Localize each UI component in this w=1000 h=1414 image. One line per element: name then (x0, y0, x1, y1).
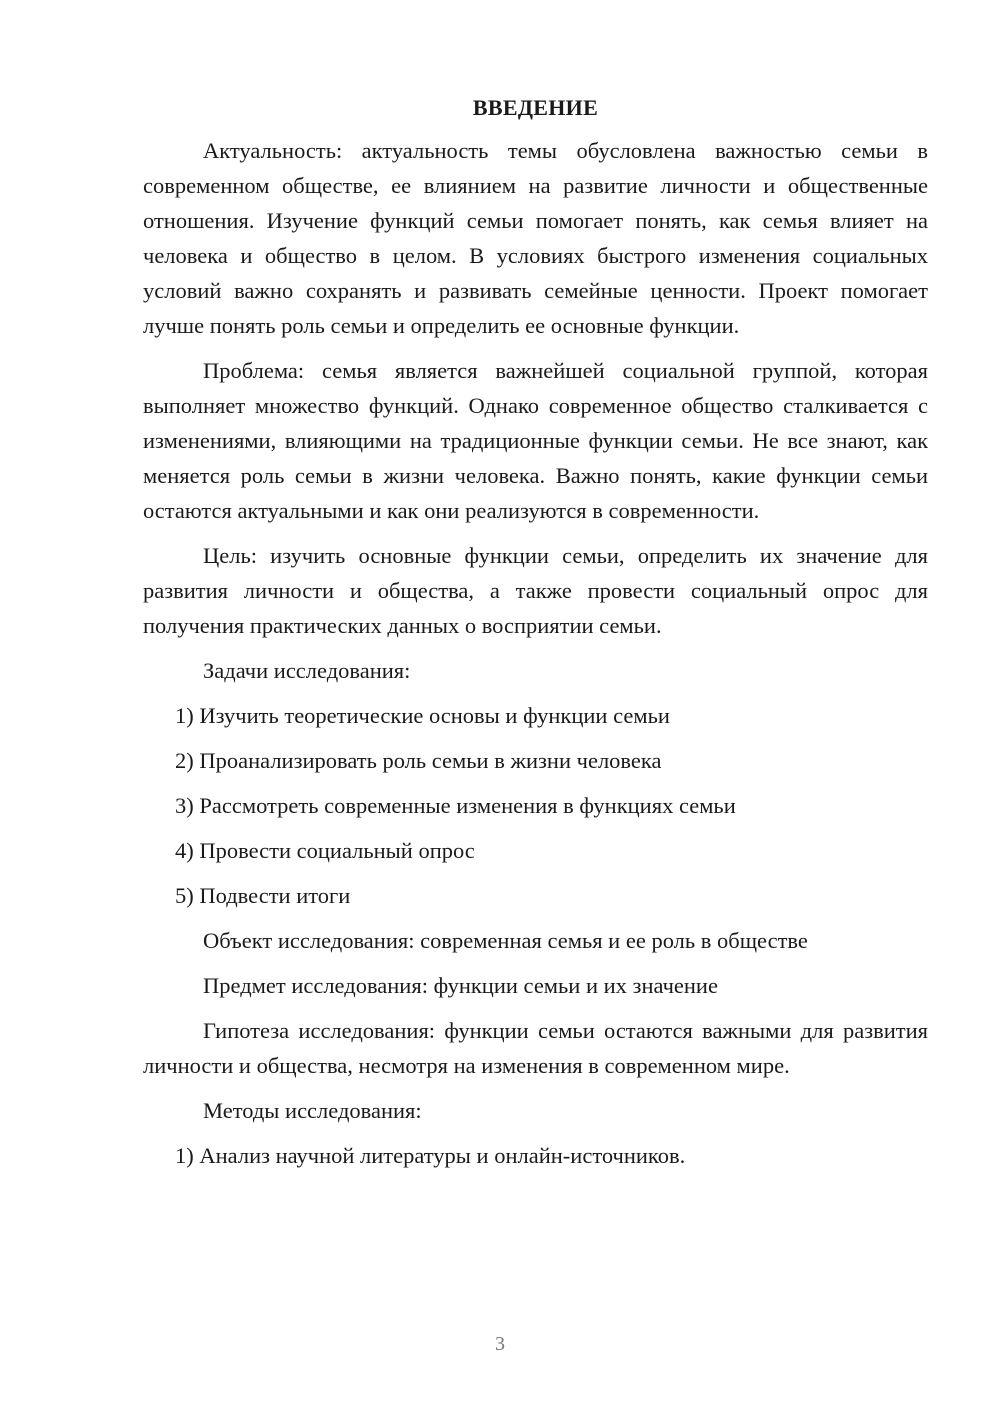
relevance-paragraph: Актуальность: актуальность темы обусловлена важностью семьи в современном обществе, ее влиянием на развитие личности и общественные отношения. Изучение функций семьи помогает понять, как семья влияет на человека и общество в целом. В условиях быстрого изменения социальных условий важно сохранять и развивать семейные ценности. Проект помогает лучше понять роль семьи и определить ее основные функции. (143, 138, 928, 338)
research-subject: Предмет исследования: функции семьи и их значение (203, 973, 718, 998)
methods-list (143, 1138, 928, 1173)
list-item: 2) Проанализировать роль семьи в жизни человека (175, 748, 662, 773)
document-page (143, 90, 928, 1183)
page-number: 3 (495, 1333, 505, 1355)
list-item: 1) Изучить теоретические основы и функции семьи (175, 703, 670, 728)
research-object: Объект исследования: современная семья и ее роль в обществе (203, 928, 808, 953)
tasks-heading: Задачи исследования: (203, 658, 411, 683)
problem-paragraph: Проблема: семья является важнейшей социальной группой, которая выполняет множество функций. Однако современное общество сталкивается с изменениями, влияющими на традиционные функции семьи. Не все знают, как меняется роль семьи в жизни человека. Важно понять, какие функции семьи остаются актуальными и как они реализуются в современности. (143, 358, 928, 523)
goal-paragraph: Цель: изучить основные функции семьи, определить их значение для развития личности и общества, а также провести социальный опрос для получения практических данных о восприятии семьи. (143, 543, 928, 638)
list-item: 1) Анализ научной литературы и онлайн-источников. (175, 1143, 686, 1168)
list-item: 4) Провести социальный опрос (175, 838, 475, 863)
list-item: 3) Рассмотреть современные изменения в функциях семьи (175, 793, 736, 818)
list-item: 5) Подвести итоги (175, 883, 351, 908)
tasks-list (143, 698, 928, 913)
methods-heading: Методы исследования: (203, 1098, 422, 1123)
hypothesis-paragraph: Гипотеза исследования: функции семьи остаются важными для развития личности и общества, несмотря на изменения в современном мире. (143, 1018, 928, 1078)
page-title: ВВЕДЕНИЕ (472, 95, 599, 120)
